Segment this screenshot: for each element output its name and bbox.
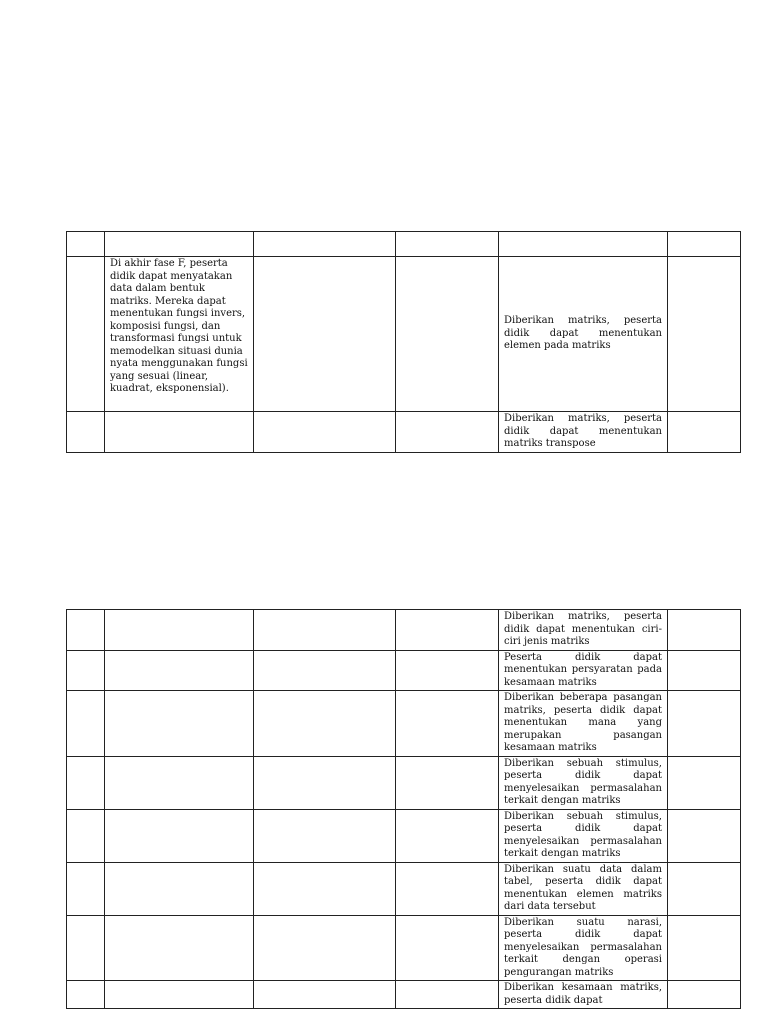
table-cell [254,915,396,981]
table-cell [105,981,254,1009]
assessment-grid-table-top [66,231,741,453]
table-cell [396,650,499,691]
table-cell [396,809,499,862]
table-cell [67,756,105,809]
table-cell [67,232,105,257]
table-cell [668,809,741,862]
table-cell [105,610,254,651]
table-cell [67,915,105,981]
table-cell [254,610,396,651]
table-cell [254,691,396,757]
indicator-cell: Diberikan kesamaan matriks, peserta didik dapat [499,981,668,1009]
table-cell [396,610,499,651]
table-cell [668,610,741,651]
table-cell [396,691,499,757]
table-cell [67,257,105,412]
table-cell [254,650,396,691]
table-cell [67,862,105,915]
indicator-cell: Diberikan sebuah stimulus, peserta didik dapat menyelesaikan permasalahan terkait dengan matriks [499,756,668,809]
table-cell [105,650,254,691]
table-cell [67,610,105,651]
table-cell [668,232,741,257]
table-row [67,809,741,862]
table-cell [67,412,105,453]
table-row [67,412,741,453]
table-cell [668,412,741,453]
table-cell [105,862,254,915]
table-cell [67,981,105,1009]
table-row [67,650,741,691]
table-cell [396,862,499,915]
table-row [67,257,741,412]
indicator-cell: Diberikan matriks, peserta didik dapat menentukan matriks transpose [499,412,668,453]
table-cell [396,257,499,412]
table-cell [105,691,254,757]
table-cell [254,809,396,862]
table-row [67,981,741,1009]
table-row [67,862,741,915]
table-cell [396,756,499,809]
table-cell [105,809,254,862]
table-cell [254,257,396,412]
table-cell [67,650,105,691]
table-cell [668,257,741,412]
indicator-cell: Diberikan sebuah stimulus, peserta didik dapat menyelesaikan permasalahan terkait dengan matriks [499,809,668,862]
table-row [67,691,741,757]
table-cell [254,412,396,453]
learning-objective-cell: Di akhir fase F, peserta didik dapat menyatakan data dalam bentuk matriks. Mereka dapat menentukan fungsi invers, komposisi fungsi, dan transformasi fungsi untuk memodelkan situasi dunia nyata menggunakan fungsi yang sesuai (linear, kuadrat, eksponensial). [105,257,254,412]
table-cell [254,981,396,1009]
indicator-cell: Diberikan suatu narasi, peserta didik dapat menyelesaikan permasalahan terkait dengan operasi pengurangan matriks [499,915,668,981]
table-cell [254,862,396,915]
table-header-row [67,232,741,257]
table-cell [254,756,396,809]
table-cell [668,915,741,981]
table-cell [67,809,105,862]
table-cell [668,691,741,757]
indicator-cell: Peserta didik dapat menentukan persyaratan pada kesamaan matriks [499,650,668,691]
table-cell [396,981,499,1009]
table-cell [668,981,741,1009]
table-cell [396,232,499,257]
table-cell [668,862,741,915]
table-row [67,610,741,651]
table-cell [105,412,254,453]
table-cell [499,232,668,257]
table-cell [105,232,254,257]
table-row [67,756,741,809]
table-cell [396,412,499,453]
indicator-cell: Diberikan matriks, peserta didik dapat menentukan ciri-ciri jenis matriks [499,610,668,651]
table-cell [254,232,396,257]
table-row [67,915,741,981]
table-cell [67,691,105,757]
table-cell [396,915,499,981]
assessment-grid-table-bottom [66,609,741,1009]
table-cell [668,756,741,809]
table-cell [105,915,254,981]
table-cell [668,650,741,691]
indicator-cell: Diberikan matriks, peserta didik dapat menentukan elemen pada matriks [499,257,668,412]
indicator-cell: Diberikan beberapa pasangan matriks, peserta didik dapat menentukan mana yang merupakan pasangan kesamaan matriks [499,691,668,757]
indicator-cell: Diberikan suatu data dalam tabel, peserta didik dapat menentukan elemen matriks dari data tersebut [499,862,668,915]
table-cell [105,756,254,809]
